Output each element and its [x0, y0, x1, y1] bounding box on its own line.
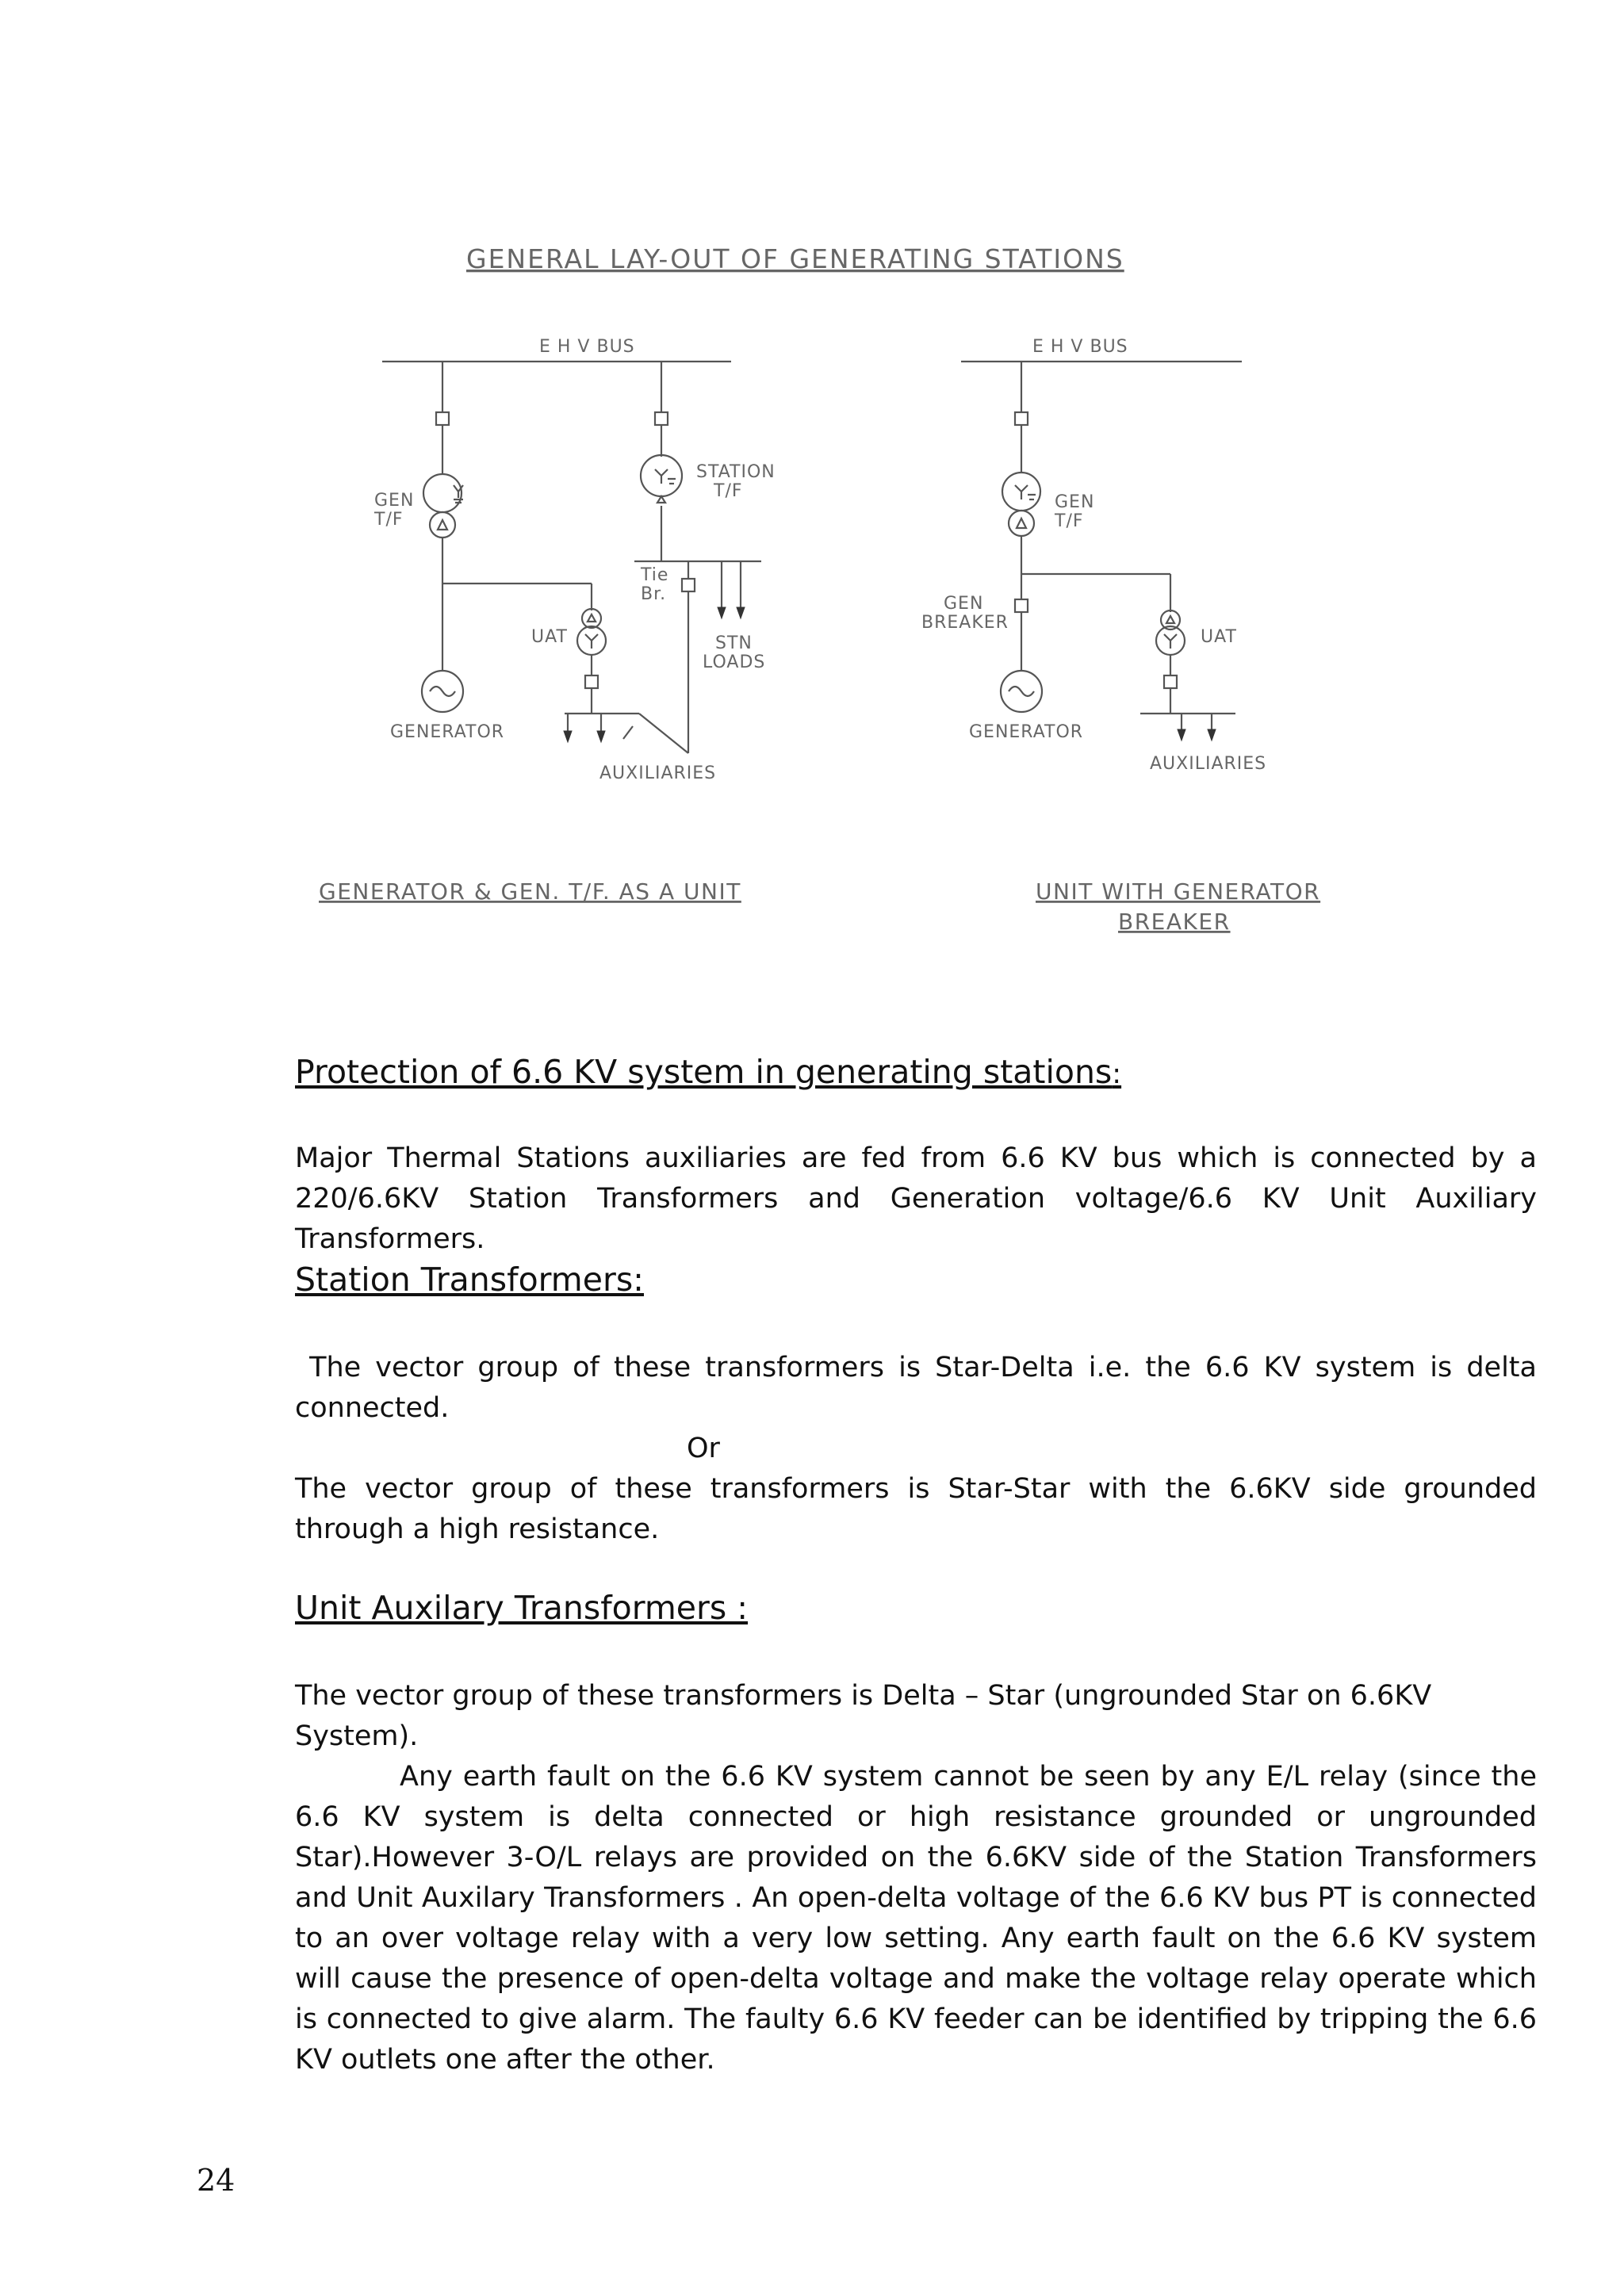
paragraph-intro-wrap [295, 1138, 1537, 1260]
left-gen-tf-upper-winding [423, 474, 462, 512]
svg-text:T/F: T/F [374, 510, 404, 530]
svg-text:BREAKER: BREAKER [921, 613, 1009, 633]
right-hv-breaker-box [1015, 412, 1028, 425]
paragraph-star-delta: The vector group of these transformers is Star-Delta i.e. the 6.6 KV system is delta connected. [295, 1352, 1546, 1424]
svg-text:GENERATOR: GENERATOR [390, 722, 505, 742]
left-uat-breaker-box [585, 675, 598, 688]
paragraph-star-star: The vector group of these transformers is Star-Star with the 6.6KV side grounded through a high resistance. [295, 1473, 1537, 1545]
heading-unit-aux-transformers: Unit Auxilary Transformers : [295, 1589, 749, 1627]
svg-text:LOADS: LOADS [703, 652, 766, 672]
station-transformers-body [295, 1348, 1546, 1550]
svg-text:T/F: T/F [1055, 511, 1084, 531]
left-gen-tf-lower-winding [430, 512, 455, 538]
section-unit-aux-transformers [295, 1589, 1537, 1627]
left-station-breaker-box [655, 412, 668, 425]
paragraph-delta-star: The vector group of these transformers is Delta – Star (ungrounded Star on 6.6KV System). [295, 1680, 1432, 1752]
paragraph-earth-fault: Any earth fault on the 6.6 KV system cannot be seen by any E/L relay (since the 6.6 KV system is delta connected or high resistance grounded or ungrounded Star).However 3-O/L relays are provided on the 6.6KV side of the Station Transformers and Unit Auxilary Transformers . An open-delta voltage of the 6.6 KV bus PT is connected to an over voltage relay with a very low setting. Any earth fault on the 6.6 KV system will cause the presence of open-delta voltage and make the voltage relay operate which is connected to give alarm. The faulty 6.6 KV feeder can be identified by tripping the 6.6 KV outlets one after the other. [295, 1761, 1537, 2076]
right-diagram [921, 337, 1320, 935]
right-gen-breaker-box [1015, 599, 1028, 612]
heading-protection: Protection of 6.6 KV system in generating stations: [295, 1053, 1122, 1091]
right-caption-line1: UNIT WITH GENERATOR [1036, 878, 1321, 905]
paragraph-intro: Major Thermal Stations auxiliaries are fed from 6.6 KV bus which is connected by a 220/6.6KV Station Transformers and Generation voltage/6.6 KV Unit Auxiliary Transformers. [295, 1142, 1537, 1255]
left-diagram [319, 337, 776, 905]
left-bus-label: E H V BUS [539, 337, 635, 357]
right-caption-line2: BREAKER [1118, 909, 1231, 935]
left-uat-primary [582, 609, 601, 628]
right-uat-breaker-box [1164, 675, 1177, 688]
section-station-transformers [295, 1261, 1537, 1299]
svg-text:UAT: UAT [531, 627, 568, 647]
svg-text:Tie: Tie [641, 565, 669, 585]
left-gen-breaker-box [436, 412, 449, 425]
svg-text:GEN: GEN [374, 491, 415, 511]
page-number: 24 [197, 2163, 236, 2198]
svg-text:GEN: GEN [1055, 492, 1095, 512]
right-bus-label: E H V BUS [1032, 337, 1128, 357]
svg-text:Br.: Br. [641, 584, 667, 604]
svg-text:UAT: UAT [1201, 627, 1237, 647]
heading-station-transformers: Station Transformers: [295, 1261, 644, 1299]
diagram-title: GENERAL LAY-OUT OF GENERATING STATIONS [466, 243, 1124, 274]
section-protection [295, 1053, 1537, 1091]
svg-text:AUXILIARIES: AUXILIARIES [1150, 754, 1267, 774]
unit-aux-body [295, 1676, 1537, 2080]
svg-text:STN: STN [715, 633, 753, 653]
svg-text:STATION: STATION [696, 462, 776, 482]
svg-text:T/F: T/F [714, 481, 743, 501]
svg-text:AUXILIARIES: AUXILIARIES [599, 763, 717, 783]
left-tie-breaker-box [682, 579, 695, 591]
svg-text:GEN: GEN [944, 594, 984, 614]
right-gen-tf-lower-winding [1009, 511, 1034, 536]
or-separator: Or [687, 1433, 720, 1464]
single-line-diagram [0, 0, 1624, 983]
left-caption: GENERATOR & GEN. T/F. AS A UNIT [319, 878, 741, 905]
svg-text:GENERATOR: GENERATOR [969, 722, 1084, 742]
